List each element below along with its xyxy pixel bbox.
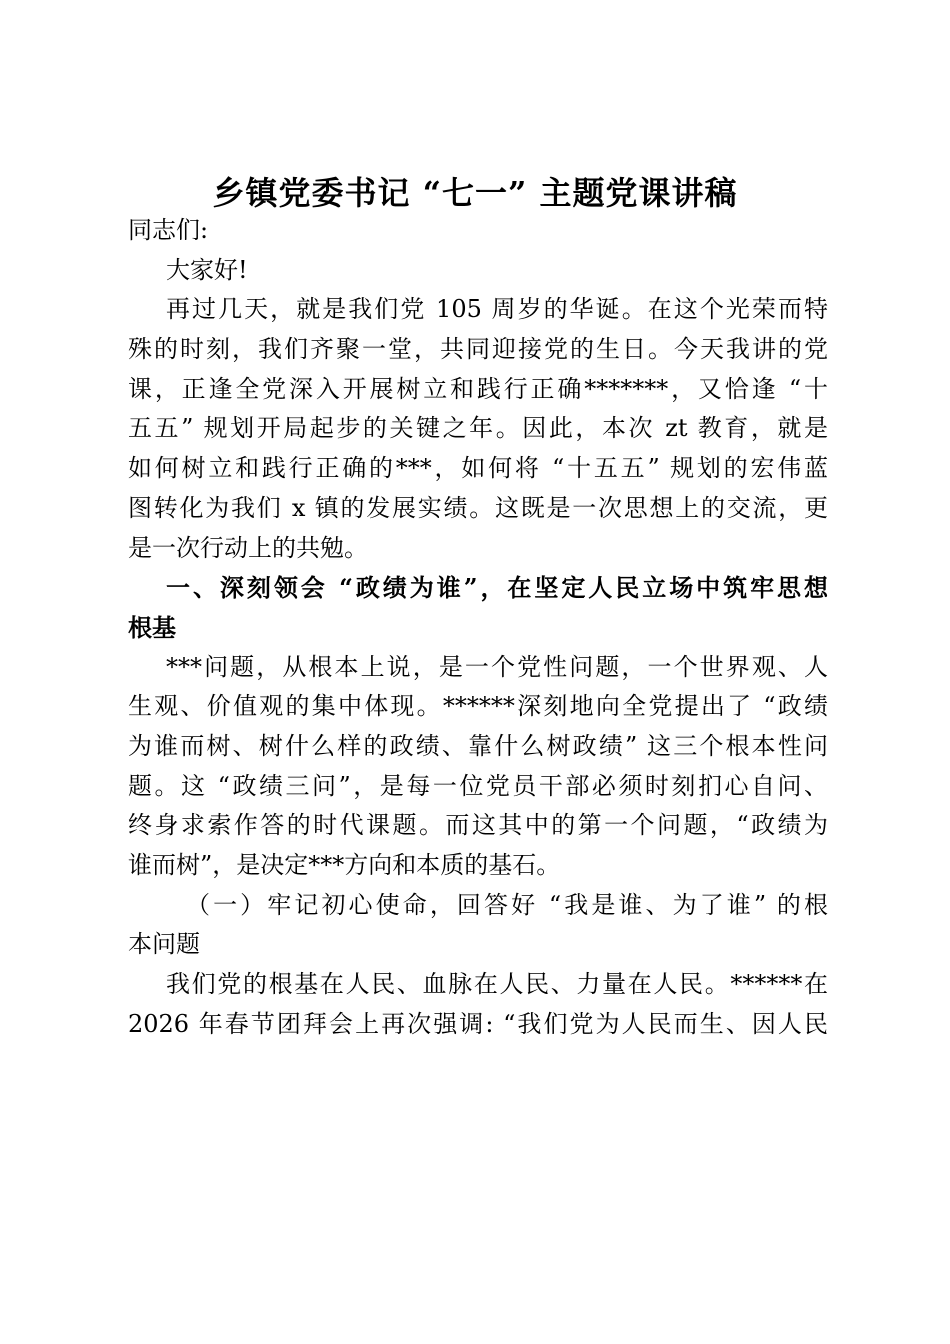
document-body	[128, 211, 828, 1044]
document-title: 乡镇党委书记 “七一” 主题党课讲稿	[212, 174, 738, 212]
paragraph-line: 是一次行动上的共勉。	[128, 533, 368, 562]
salutation: 同志们:	[128, 216, 209, 244]
paragraph-line: 殊的时刻，我们齐聚一堂，共同迎接党的生日。今天我讲的党	[128, 335, 828, 364]
paragraph-line: 2026 年春节团拜会上再次强调: “我们党为人民而生、因人民	[128, 1009, 828, 1038]
paragraph-line: 五五” 规划开局起步的关键之年。因此，本次 zt 教育，就是	[128, 414, 828, 443]
paragraph-line: 再过几天，就是我们党 105 周岁的华诞。在这个光荣而特	[166, 295, 828, 324]
paragraph-line: 题。这 “政绩三问”，是每一位党员干部必须时刻扪心自问、	[128, 771, 828, 800]
paragraph-line: 课，正逢全党深入开展树立和践行正确*******，又恰逢 “十	[128, 374, 828, 403]
paragraph-line: 终身求索作答的时代课题。而这其中的第一个问题，“政绩为	[128, 811, 828, 840]
paragraph-line: 生观、价值观的集中体现。******深刻地向全党提出了 “政绩	[128, 692, 828, 721]
greeting: 大家好!	[166, 255, 248, 284]
subsection-heading: （一）牢记初心使命，回答好 “我是谁、为了谁” 的根	[186, 890, 828, 919]
paragraph-line: 如何树立和践行正确的***，如何将 “十五五” 规划的宏伟蓝	[128, 454, 828, 483]
paragraph-line: 图转化为我们 x 镇的发展实绩。这既是一次思想上的交流，更	[128, 493, 828, 522]
section-heading: 根基	[128, 612, 176, 642]
paragraph-line: 我们党的根基在人民、血脉在人民、力量在人民。******在	[166, 970, 828, 999]
paragraph-line: 为谁而树、树什么样的政绩、靠什么树政绩” 这三个根本性问	[128, 731, 828, 760]
paragraph-line: 谁而树”，是决定***方向和本质的基石。	[128, 851, 561, 879]
subsection-heading: 本问题	[128, 930, 200, 959]
section-heading: 一、深刻领会 “政绩为谁”，在坚定人民立场中筑牢思想	[166, 573, 828, 603]
paragraph-line: ***问题，从根本上说，是一个党性问题，一个世界观、人	[166, 652, 828, 681]
